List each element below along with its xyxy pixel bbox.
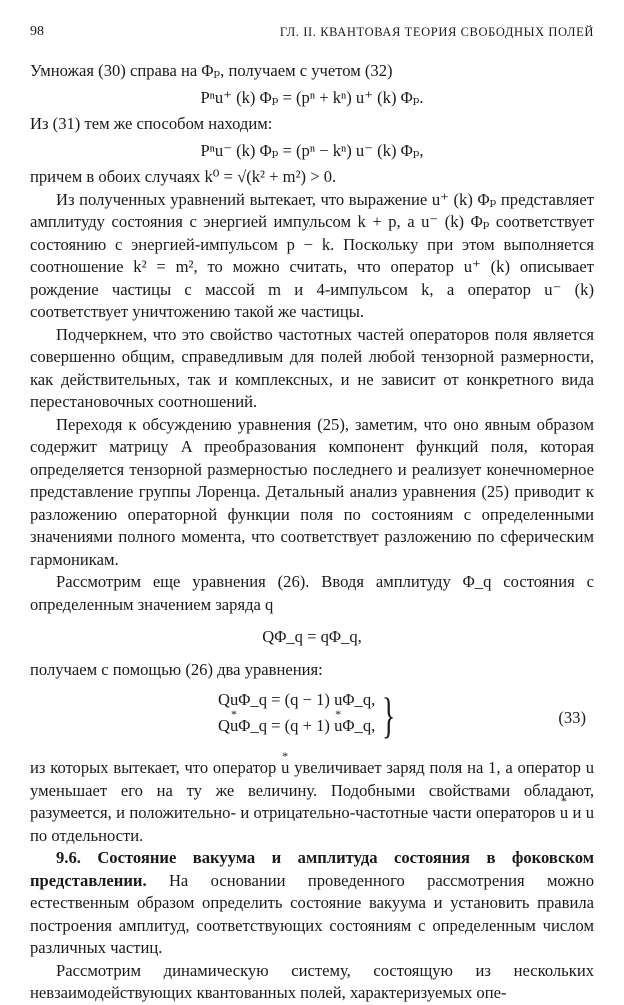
equation: Q* uΦ_q = (q + 1) * uΦ_q,: [218, 715, 375, 741]
equation: Pⁿu⁺ (k) Φₚ = (pⁿ + kⁿ) u⁺ (k) Φₚ.: [200, 87, 424, 107]
section-title: 9.6. Состояние вакуума и амплитуда состояния в фоковском представлении.: [30, 848, 594, 890]
right-brace: }: [382, 687, 396, 743]
paragraph: Рассмотрим динамическую систему, состоящую из нескольких невзаимодействующих квантованных полей, характеризуемых опе-: [30, 960, 594, 1002]
text-line: Умножая (30) справа на Φₚ, получаем с учетом (32): [30, 61, 393, 80]
u-star-symbol: * u: [281, 757, 289, 780]
equation: QΦ_q = qΦ_q,: [262, 627, 362, 646]
page-header: [30, 24, 594, 46]
page-number: 98: [30, 24, 44, 39]
text-line: Из (31) тем же способом находим:: [30, 114, 273, 133]
equation-system-33: [30, 689, 594, 749]
u-star-symbol: * u: [230, 715, 238, 738]
paragraph: из которых вытекает, что оператор * u увеличивает заряд поля на 1, а оператор u уменьшает его на ту же величину. Подобными свойствами обладают, разумеется, и положительно- и отрицательно-частотные части операторов * u и u по отдельности.: [30, 757, 594, 847]
paragraph: Переходя к обсуждению уравнения (25), заметим, что оно явным образом содержит матрицу A преобразования компонент функций поля, которая определяется тензорной размерностью последнего и реализует конечномерное представление группы Лоренца. Детальный анализ уравнения (25) приводит к разложению операторной функции поля по состояниям с определенными значениями полного момента, что соответствует разложению по сферическим гармоникам.: [30, 414, 594, 569]
equation-number: (33): [558, 708, 586, 727]
equation: QuΦ_q = (q − 1) uΦ_q,: [218, 690, 376, 709]
paragraph: Из полученных уравнений вытекает, что выражение u⁺ (k) Φₚ представляет амплитуду состояния с энергией импульсом k + p, а u⁻ (k) Φₚ соответствует состоянию с энергией-импульсом p − k. Поскольку при этом выполняется соотношение k² = m², то можно считать, что оператор u⁺ (k) описывает рождение частицы с массой m и 4-импульсом k, а оператор u⁻ (k) соответствует уничтожению такой же частицы.: [30, 189, 594, 321]
equation: Pⁿu⁻ (k) Φₚ = (pⁿ − kⁿ) u⁻ (k) Φₚ,: [200, 140, 424, 160]
running-title: ГЛ. II. КВАНТОВАЯ ТЕОРИЯ СВОБОДНЫХ ПОЛЕЙ: [279, 25, 594, 39]
paragraph: Рассмотрим еще уравнения (26). Вводя амплитуду Φ_q состояния с определенным значением заряда q: [30, 572, 594, 614]
text-line: причем в обоих случаях k⁰ = √(k² + m²) > 0.: [30, 167, 337, 186]
text-line: получаем с помощью (26) два уравнения:: [30, 659, 323, 679]
paragraph: Подчеркнем, что это свойство частотных частей операторов поля является совершенно общим, справедливым для полей любой тензорной размерности, как действительных, так и комплексных, и не зависит от конкретного вида перестановочных соотношений.: [30, 324, 594, 411]
equation-lines: [218, 689, 375, 741]
section-paragraph: 9.6. Состояние вакуума и амплитуда состояния в фоковском представлении. На основании проведенного рассмотрения можно естественным образом определить состояние вакуума и установить правила построения амплитуд, соответствующих состояниям с определенным числом различных частиц.: [30, 848, 594, 957]
page-body: [30, 60, 594, 1005]
u-star-symbol: * u: [334, 715, 342, 738]
u-star-symbol: * u: [560, 802, 568, 825]
